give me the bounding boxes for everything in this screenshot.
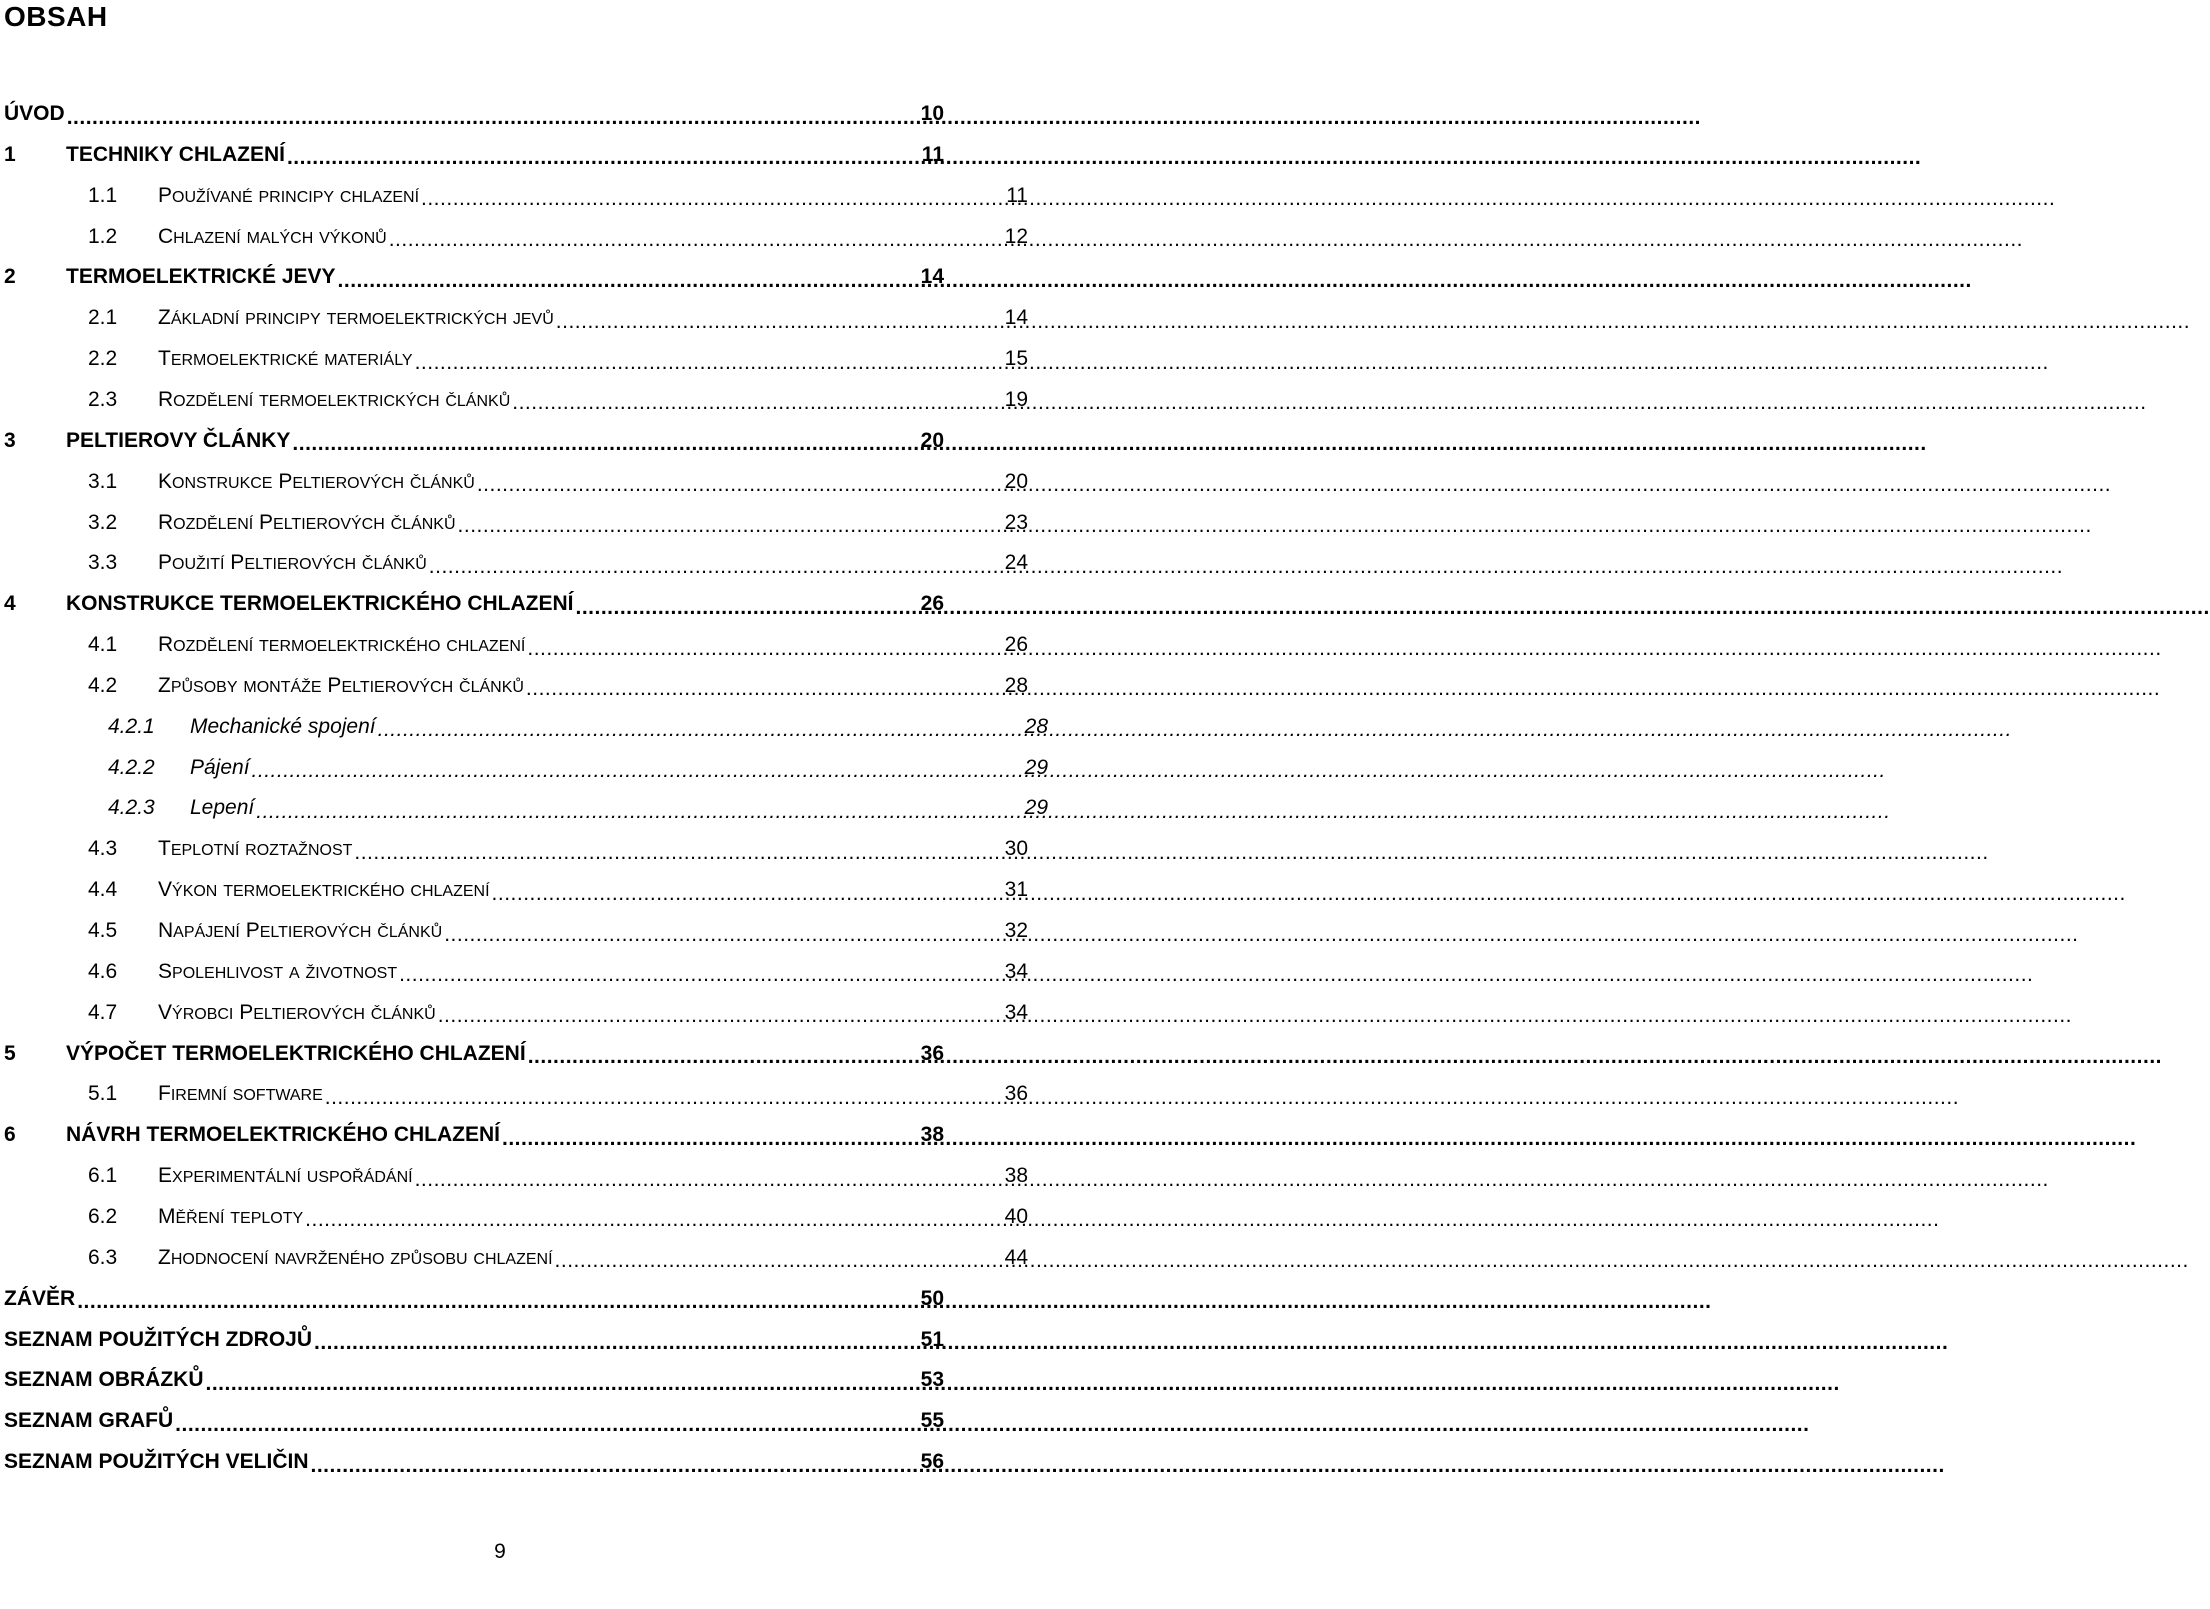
toc-entry-number: 3.1 [88,469,118,493]
toc-entry[interactable] [0,176,1028,216]
toc-entry-number: 4.6 [88,959,118,983]
toc-entry-page: 29 [1024,755,1048,779]
toc-dot-leader [421,182,1004,209]
toc-dot-leader [512,386,1002,413]
toc-entry[interactable] [0,911,1028,951]
toc-entry[interactable] [0,788,1048,828]
toc-dot-leader [576,591,919,618]
toc-entry-title: SEZNAM GRAFŮ [4,1409,174,1433]
toc-entry-number: 6 [4,1123,16,1147]
toc-entry-number: 2 [4,265,16,289]
toc-entry-number: 5 [4,1041,16,1065]
toc-entry-page: 29 [1024,796,1048,820]
toc-entry[interactable] [0,380,1028,420]
toc-entry[interactable] [0,1320,944,1360]
toc-entry-page: 14 [920,265,944,289]
toc-entry-page: 55 [920,1409,944,1433]
toc-entry[interactable] [0,666,1028,706]
toc-entry-number: 3 [4,428,16,452]
toc-dot-leader [305,1203,1002,1230]
toc-entry-title: ZÁVĚR [4,1286,76,1310]
toc-entry-title: PELTIEROVY ČLÁNKY [66,428,291,452]
toc-entry[interactable] [0,1238,1028,1278]
toc-entry[interactable] [0,257,944,297]
toc-entry-title: EXPERIMENTÁLNÍ USPOŘÁDÁNÍ [158,1164,413,1188]
toc-entry-page: 14 [1004,306,1028,330]
toc-entry-page: 26 [1004,633,1028,657]
toc-entry-page: 34 [1004,959,1028,983]
toc-entry-page: 50 [920,1286,944,1310]
toc-entry[interactable] [0,1115,944,1155]
toc-dot-leader [556,305,1003,332]
toc-entry[interactable] [0,748,1048,788]
toc-entry[interactable] [0,298,1028,338]
toc-entry[interactable] [0,1442,944,1482]
toc-dot-leader [477,468,1003,495]
toc-entry-page: 23 [1004,510,1028,534]
toc-dot-leader [444,918,1002,945]
toc-entry-title: ZÁKLADNÍ PRINCIPY TERMOELEKTRICKÝCH JEVŮ [158,306,554,330]
toc-dot-leader [555,1244,1003,1271]
toc-entry[interactable] [0,217,1028,257]
toc-entry[interactable] [0,1074,1028,1114]
toc-entry[interactable] [0,1034,944,1074]
toc-entry-number: 4.2.3 [108,796,155,820]
toc-dot-leader [206,1367,919,1394]
toc-entry-number: 6.1 [88,1164,118,1188]
toc-entry-page: 19 [1004,387,1028,411]
toc-entry[interactable] [0,339,1028,379]
toc-entry-title: ROZDĚLENÍ PELTIEROVÝCH ČLÁNKŮ [158,510,456,534]
toc-dot-leader [325,1081,1003,1108]
toc-entry-title: SEZNAM POUŽITÝCH ZDROJŮ [4,1327,313,1351]
toc-entry[interactable] [0,1279,944,1319]
toc-entry-title: TEPLOTNÍ ROZTAŽNOST [158,837,353,861]
toc-entry[interactable] [0,707,1048,747]
toc-entry-page: 28 [1024,714,1048,738]
toc-entry[interactable] [0,1156,1028,1196]
toc-entry-number: 4.2 [88,673,118,697]
toc-entry-title: ZHODNOCENÍ NAVRŽENÉHO ZPŮSOBU CHLAZENÍ [158,1245,553,1269]
toc-entry-title: Pájení [190,755,250,779]
toc-entry-number: 2.1 [88,306,118,330]
toc-entry[interactable] [0,135,944,175]
toc-dot-leader [292,427,918,454]
toc-entry-title: CHLAZENÍ MALÝCH VÝKONŮ [158,224,387,248]
toc-entry-number: 4.5 [88,919,118,942]
toc-dot-leader [399,958,1003,985]
toc-entry-title: VÝROBCI PELTIEROVÝCH ČLÁNKŮ [158,1000,436,1024]
toc-entry-number: 3.3 [88,551,118,575]
toc-dot-leader [354,836,1002,863]
toc-dot-leader [528,1040,919,1067]
toc-entry-number: 4.3 [88,837,118,861]
toc-dot-leader [311,1449,919,1476]
toc-entry-title: NÁVRH TERMOELEKTRICKÉHO CHLAZENÍ [66,1123,500,1147]
toc-entry[interactable] [0,1401,944,1441]
toc-entry[interactable] [0,462,1028,502]
toc-entry-title: Lepení [190,796,255,820]
toc-entry-title: SPOLEHLIVOST A ŽIVOTNOST [158,959,398,983]
toc-entry-title: MĚŘENÍ TEPLOTY [158,1204,304,1228]
toc-entry-title: VÝPOČET TERMOELEKTRICKÉHO CHLAZENÍ [66,1041,526,1065]
toc-entry-page: 24 [1004,551,1028,575]
toc-entry-page: 56 [920,1450,944,1474]
toc-entry-title: SEZNAM OBRÁZKŮ [4,1368,204,1392]
toc-entry[interactable] [0,1197,1028,1237]
toc-dot-leader [67,101,919,128]
toc-entry[interactable] [0,421,944,461]
toc-entry-number: 2.3 [88,387,118,411]
toc-entry[interactable] [0,625,1028,665]
toc-dot-leader [438,999,1003,1026]
toc-dot-leader [389,223,1003,250]
toc-dot-leader [458,509,1003,536]
toc-entry-number: 1.1 [88,183,118,207]
toc-entry[interactable] [0,993,1028,1033]
toc-entry-page: 20 [920,428,944,452]
toc-entry[interactable] [0,584,944,624]
toc-dot-leader [287,141,920,168]
toc-entry-number: 1.2 [88,224,118,248]
toc-entry-title: ÚVOD [4,102,65,125]
page-number: 9 [494,1540,506,1563]
toc-dot-leader [527,632,1002,659]
toc-dot-leader [314,1326,919,1353]
toc-entry-number: 3.2 [88,510,118,534]
toc-entry-title: VÝKON TERMOELEKTRICKÉHO CHLAZENÍ [158,878,490,902]
toc-entry[interactable] [0,1360,944,1400]
toc-dot-leader [415,1163,1003,1190]
toc-entry-page: 15 [1004,347,1028,371]
toc-entry-title: KONSTRUKCE PELTIEROVÝCH ČLÁNKŮ [158,469,475,493]
toc-dot-leader [175,1408,918,1435]
toc-entry-page: 20 [1004,469,1028,493]
toc-entry-page: 10 [920,102,944,125]
toc-entry-page: 34 [1004,1000,1028,1024]
toc-dot-leader [526,672,1003,699]
toc-entry-number: 4.4 [88,878,118,902]
toc-entry-page: 36 [1004,1082,1028,1106]
toc-entry-number: 4.2.2 [108,755,155,779]
toc-entry-title: ROZDĚLENÍ TERMOELEKTRICKÝCH ČLÁNKŮ [158,387,511,411]
toc-entry-page: 38 [1004,1164,1028,1188]
toc-entry-number: 4.1 [88,633,118,657]
toc-dot-leader [77,1285,918,1312]
toc-entry[interactable] [0,870,1028,910]
toc-dot-leader [502,1122,919,1149]
toc-entry-page: 12 [1004,224,1028,248]
toc-entry[interactable] [0,503,1028,543]
toc-entry-number: 2.2 [88,347,118,371]
toc-entry-title: TERMOELEKTRICKÉ JEVY [66,265,336,289]
toc-entry-number: 1 [4,142,16,166]
toc-entry-page: 26 [920,592,944,616]
toc-entry[interactable] [0,94,944,134]
toc-entry-title: NAPÁJENÍ PELTIEROVÝCH ČLÁNKŮ [158,919,443,942]
toc-entry-page: 32 [1004,919,1028,942]
toc-entry-title: ZPŮSOBY MONTÁŽE PELTIEROVÝCH ČLÁNKŮ [158,673,524,697]
toc-dot-leader [378,713,1023,740]
toc-dot-leader [338,264,919,291]
toc-entry-title: FIREMNÍ SOFTWARE [158,1082,323,1106]
toc-entry-title: TECHNIKY CHLAZENÍ [66,142,285,166]
toc-entry-page: 53 [920,1368,944,1392]
toc-entry-title: TERMOELEKTRICKÉ MATERIÁLY [158,347,413,371]
toc-entry-title: Mechanické spojení [190,714,376,738]
toc-entry-title: ROZDĚLENÍ TERMOELEKTRICKÉHO CHLAZENÍ [158,633,526,657]
toc-entry-page: 30 [1004,837,1028,861]
toc-entry-title: POUŽÍVANÉ PRINCIPY CHLAZENÍ [158,183,420,207]
toc-entry-title: SEZNAM POUŽITÝCH VELIČIN [4,1450,309,1474]
toc-entry-page: 28 [1004,673,1028,697]
toc-entry-number: 6.2 [88,1204,118,1228]
toc-entry-number: 4 [4,592,16,616]
toc-dot-leader [492,877,1003,904]
toc-entry-page: 40 [1004,1204,1028,1228]
toc-entry-page: 38 [920,1123,944,1147]
toc-entry[interactable] [0,829,1028,869]
toc-entry-page: 31 [1004,878,1028,902]
toc-dot-leader [415,346,1003,373]
toc-entry-page: 11 [921,142,944,166]
toc-entry-title: POUŽITÍ PELTIEROVÝCH ČLÁNKŮ [158,551,427,575]
toc-entry-page: 44 [1004,1245,1028,1269]
toc-entry-page: 11 [1006,183,1028,207]
toc-entry-number: 5.1 [88,1082,118,1106]
toc-entry-page: 51 [920,1327,944,1351]
toc-dot-leader [252,754,1023,781]
toc-entry-page: 36 [920,1041,944,1065]
toc-dot-leader [429,550,1003,577]
toc-entry-title: KONSTRUKCE TERMOELEKTRICKÉHO CHLAZENÍ [66,592,574,616]
toc-entry-number: 4.7 [88,1000,118,1024]
toc-entry[interactable] [0,543,1028,583]
toc-dot-leader [256,795,1022,822]
toc-entry[interactable] [0,952,1028,992]
toc-entry-number: 4.2.1 [108,714,155,738]
toc-entry-number: 6.3 [88,1245,118,1269]
page-title: OBSAH [4,1,108,32]
